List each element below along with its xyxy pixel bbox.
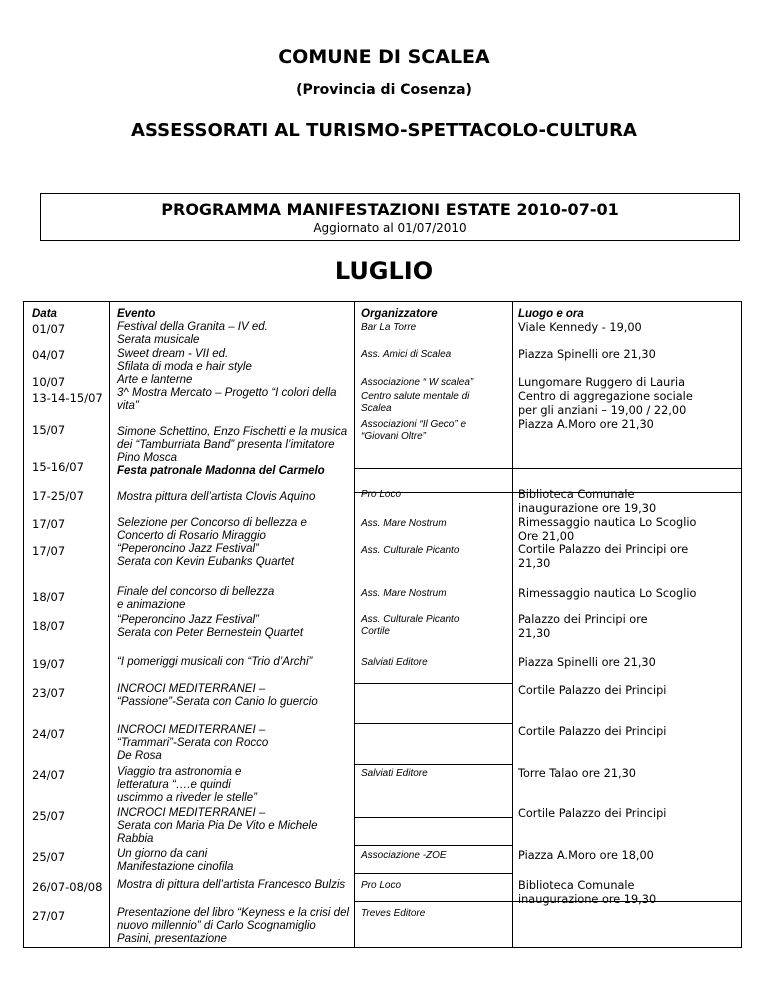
programma-box <box>40 193 740 241</box>
event-location: Cortile Palazzo dei Principi <box>518 684 667 697</box>
event-date: 01/07 <box>32 322 66 336</box>
event-location: Centro di aggregazione sociale per gli anziani – 19,00 / 22,00 <box>518 390 693 417</box>
event-date: 18/07 <box>32 590 66 604</box>
event-date: 24/07 <box>32 727 66 741</box>
event-date: 15/07 <box>32 423 66 437</box>
event-description: Arte e lanterne 3^ Mostra Mercato – Progetto “I colori della vita” <box>117 374 337 412</box>
header-luogo: Luogo e ora <box>518 308 584 320</box>
event-date: 17/07 <box>32 517 66 531</box>
header-evento: Evento <box>117 308 156 320</box>
event-description: Sweet dream - VII ed. Sfilata di moda e hair style <box>117 348 252 373</box>
event-description: INCROCI MEDITERRANEI – “Trammari”-Serata con Rocco De Rosa <box>117 724 269 762</box>
event-organizer: Associazione -ZOE <box>361 850 447 861</box>
event-location: Piazza Spinelli ore 21,30 <box>518 656 656 669</box>
row-divider <box>355 845 512 846</box>
event-description: “Peperoncino Jazz Festival” Serata con Peter Bernestein Quartet <box>117 614 304 639</box>
row-divider <box>355 764 512 765</box>
event-description: Simone Schettino, Enzo Fischetti e la musica dei “Tamburriata Band” presenta l’imitatore Pino Mosca <box>117 426 348 464</box>
event-date: 15-16/07 <box>32 460 84 474</box>
column-divider <box>354 302 355 947</box>
event-description: Un giorno da cani Manifestazione cinofila <box>117 848 234 873</box>
event-description: INCROCI MEDITERRANEI – Serata con Maria Pia De Vito e Michele Rabbia <box>117 807 318 845</box>
event-date: 27/07 <box>32 909 66 923</box>
event-date: 17-25/07 <box>32 489 84 503</box>
event-organizer: Associazioni “Il Geco” e “Giovani Oltre” <box>361 419 467 442</box>
event-location: Lungomare Ruggero di Lauria <box>518 376 686 389</box>
event-location: Rimessaggio nautica Lo Scoglio Ore 21,00 <box>518 516 697 543</box>
event-description: Presentazione del libro “Keyness e la crisi del nuovo millennio” di Carlo Scognamiglio Pasini, presentazione <box>117 907 350 945</box>
event-location: Rimessaggio nautica Lo Scoglio <box>518 587 697 600</box>
event-location: Piazza A.Moro ore 18,00 <box>518 849 654 862</box>
event-date: 23/07 <box>32 686 66 700</box>
event-description: Finale del concorso di bellezza e animazione <box>117 586 275 611</box>
event-description: “I pomeriggi musicali con “Trio d’Archi” <box>117 656 313 668</box>
month-heading: LUGLIO <box>334 257 434 285</box>
comune-title: COMUNE DI SCALEA <box>278 46 490 68</box>
event-location: Piazza Spinelli ore 21,30 <box>518 348 656 361</box>
event-organizer: Ass. Culturale Picanto Cortile <box>361 614 460 637</box>
row-divider <box>355 468 512 469</box>
assessorati-heading: ASSESSORATI AL TURISMO-SPETTACOLO-CULTURA <box>131 120 637 141</box>
event-description: INCROCI MEDITERRANEI – “Passione”-Serata con Canio lo guercio <box>117 683 318 708</box>
provincia-subtitle: (Provincia di Cosenza) <box>296 82 472 98</box>
event-description: Festa patronale Madonna del Carmelo <box>117 465 325 477</box>
row-divider <box>355 817 512 818</box>
column-divider <box>109 302 110 947</box>
event-location: Palazzo dei Principi ore 21,30 <box>518 613 648 640</box>
events-table <box>23 301 742 948</box>
row-divider <box>513 468 742 469</box>
event-date: 25/07 <box>32 850 66 864</box>
event-description: Mostra di pittura dell’artista Francesco Bulzis <box>117 879 346 891</box>
event-date: 04/07 <box>32 348 66 362</box>
event-organizer: Pro Loco <box>361 880 402 891</box>
event-date: 19/07 <box>32 657 66 671</box>
column-divider <box>512 302 513 947</box>
header-data: Data <box>32 308 57 320</box>
event-date: 18/07 <box>32 619 66 633</box>
event-date: 17/07 <box>32 544 66 558</box>
row-divider <box>355 723 512 724</box>
event-location: Cortile Palazzo dei Principi <box>518 725 667 738</box>
event-description: Mostra pittura dell’artista Clovis Aquino <box>117 491 316 503</box>
updated-date: Aggiornato al 01/07/2010 <box>313 221 467 235</box>
header-organizzatore: Organizzatore <box>361 308 438 320</box>
event-location: Cortile Palazzo dei Principi <box>518 807 667 820</box>
event-location: Viale Kennedy - 19,00 <box>518 321 642 334</box>
event-description: Selezione per Concorso di bellezza e Concerto di Rosario Miraggio <box>117 517 307 542</box>
event-organizer: Ass. Mare Nostrum <box>361 518 447 529</box>
event-date: 26/07-08/08 <box>32 880 103 894</box>
event-date: 13-14-15/07 <box>32 391 103 405</box>
event-organizer: Salviati Editore <box>361 768 428 779</box>
event-location: Cortile Palazzo dei Principi ore 21,30 <box>518 543 689 570</box>
event-description: “Peperoncino Jazz Festival” Serata con Kevin Eubanks Quartet <box>117 543 295 568</box>
event-organizer: Associazione “ W scalea” <box>361 377 474 388</box>
programma-title: PROGRAMMA MANIFESTAZIONI ESTATE 2010-07-01 <box>161 200 619 219</box>
event-location: Biblioteca Comunale inaugurazione ore 19,30 <box>518 879 657 906</box>
event-description: Festival della Granita – IV ed. Serata musicale <box>117 321 268 346</box>
event-location: Biblioteca Comunale inaugurazione ore 19,30 <box>518 488 657 515</box>
event-organizer: Pro Loco <box>361 489 402 500</box>
event-location: Torre Talao ore 21,30 <box>518 767 636 780</box>
event-location: Piazza A.Moro ore 21,30 <box>518 418 654 431</box>
event-organizer: Ass. Culturale Picanto <box>361 545 460 556</box>
event-organizer: Centro salute mentale di Scalea <box>361 391 470 414</box>
event-organizer: Salviati Editore <box>361 657 428 668</box>
row-divider <box>355 873 512 874</box>
event-date: 10/07 <box>32 375 66 389</box>
row-divider <box>355 901 512 902</box>
event-organizer: Bar La Torre <box>361 322 417 333</box>
row-divider <box>355 683 512 684</box>
event-date: 25/07 <box>32 809 66 823</box>
event-organizer: Ass. Mare Nostrum <box>361 588 447 599</box>
event-organizer: Ass. Amici di Scalea <box>361 349 452 360</box>
event-organizer: Treves Editore <box>361 908 426 919</box>
event-description: Viaggio tra astronomia e letteratura “….e quindi uscimmo a riveder le stelle” <box>117 766 257 804</box>
event-date: 24/07 <box>32 768 66 782</box>
